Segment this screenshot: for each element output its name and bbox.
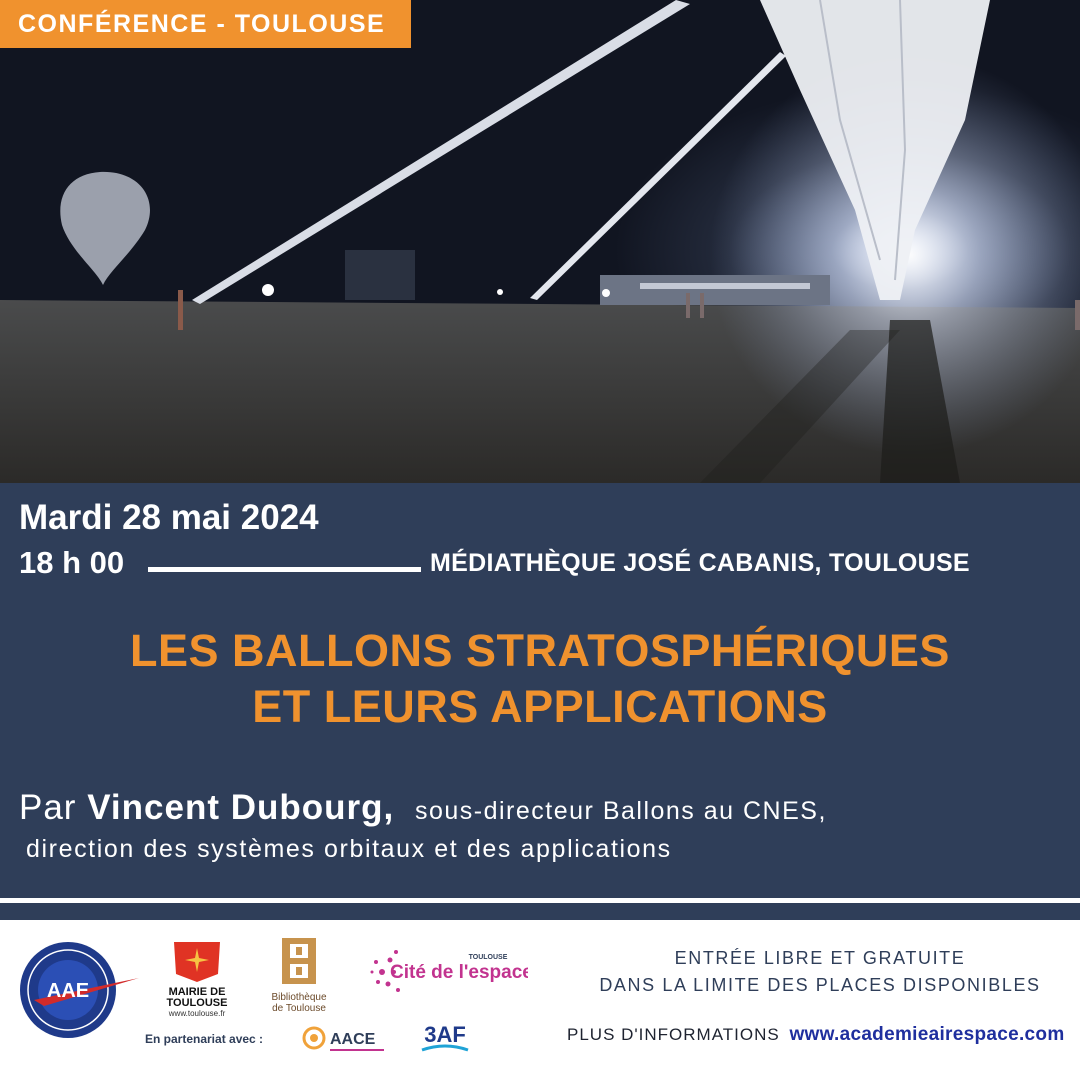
bib-line1: Bibliothèque: [271, 992, 327, 1003]
aace-logo: [300, 1022, 390, 1058]
free-entry-line2: DANS LA LIMITE DES PLACES DISPONIBLES: [599, 975, 1041, 995]
more-info-label: PLUS D'INFORMATIONS: [567, 1025, 780, 1044]
divider-line: [148, 567, 421, 572]
speaker-prefix: Par: [19, 788, 77, 827]
speaker-name: Vincent Dubourg,: [87, 788, 395, 827]
cite-small-text: TOULOUSE: [468, 954, 508, 961]
aae-logo-text: AAE: [46, 980, 90, 1002]
speaker-role-continued: direction des systèmes orbitaux et des applications: [26, 835, 672, 863]
conference-title: [0, 623, 1080, 735]
mairie-line1: MAIRIE DE: [168, 986, 226, 998]
bibliotheque-logo: [268, 938, 330, 1018]
3af-text: 3AF: [424, 1022, 466, 1047]
cite-name-text: Cité de l'espace: [390, 962, 528, 983]
event-time: 18 h 00: [19, 545, 125, 580]
footer: [0, 920, 1080, 1080]
title-line-2: ET LEURS APPLICATIONS: [252, 681, 828, 732]
speaker-role: sous-directeur Ballons au CNES,: [414, 797, 827, 825]
event-details-panel: [0, 483, 1080, 920]
more-info: [567, 1024, 1065, 1046]
aace-text: AACE: [330, 1031, 376, 1048]
mairie-url: www.toulouse.fr: [168, 1009, 226, 1018]
event-venue: MÉDIATHÈQUE JOSÉ CABANIS, TOULOUSE: [430, 549, 970, 577]
event-category-tag: CONFÉRENCE - TOULOUSE: [0, 0, 411, 48]
speaker-line: [19, 788, 827, 828]
partnership-label: En partenariat avec :: [145, 1032, 264, 1046]
bib-line2: de Toulouse: [272, 1003, 326, 1014]
balloon-launch-illustration: [0, 0, 1080, 483]
3af-logo: [414, 1016, 476, 1066]
event-date: Mardi 28 mai 2024: [19, 498, 319, 537]
website-link[interactable]: www.academieairespace.com: [789, 1024, 1065, 1045]
hero-photo: [0, 0, 1080, 483]
cite-espace-logo: [368, 942, 528, 1002]
mairie-line2: TOULOUSE: [166, 997, 228, 1009]
aae-logo: [14, 940, 144, 1040]
free-entry-line1: ENTRÉE LIBRE ET GRATUITE: [674, 948, 966, 968]
mairie-toulouse-logo: [162, 940, 232, 1018]
panel-divider: [0, 898, 1080, 903]
title-line-1: LES BALLONS STRATOSPHÉRIQUES: [130, 625, 950, 676]
